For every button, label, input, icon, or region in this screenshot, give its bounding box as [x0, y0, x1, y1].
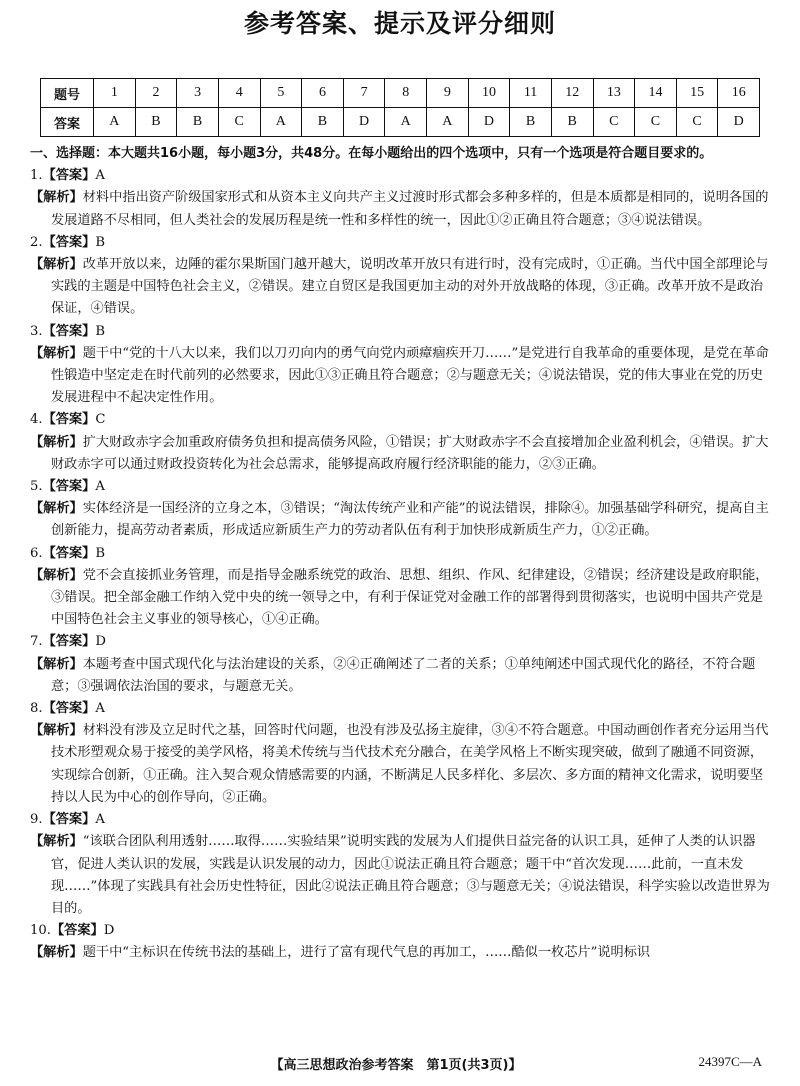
question-answer: B: [95, 545, 106, 561]
explanation-text: “该联合团队利用透射……取得……实验结果”说明实践的发展为人们提供日益完备的认识工具，延伸了人类的认识器官，促进人类认识的发展，实践是认识发展的动力，因此①说法正确且符合题意；题干中“首次发现……此前，一直未发现……”体现了实践具有社会历史性特征，因此②说法正确且符合题意；③与题意无关；④说法错误，科学实验以改造世界为目的。: [51, 834, 770, 916]
explanation-text: 材料没有涉及立足时代之基，回答时代问题，也没有涉及弘扬主旋律，③④不符合题意。中国动画创作者充分运用当代技术形塑观众易于接受的美学风格，将美术传统与当代技术充分融合，在美学风格上不断实现突破，做到了融通不同资源，实现综合创新，①正确。注入契合观众情感需要的内涵，不断满足人民多样化、多层次、多方面的精神文化需求，说明要坚持以人民为中心的创作导向，②正确。: [51, 723, 769, 805]
number-cell: 5: [260, 79, 302, 108]
answer-tag: 【答案】: [42, 479, 96, 495]
answer-tag: 【答案】: [42, 701, 96, 717]
explanation-tag: 【解析】: [30, 257, 83, 273]
question-explanation: [30, 942, 772, 964]
question-number: 7.: [30, 634, 43, 650]
question-answer-line: [30, 476, 772, 498]
question-number: 5.: [30, 479, 43, 495]
answer-cell: B: [510, 108, 552, 137]
explanation-tag: 【解析】: [30, 834, 83, 850]
explanation-text: 材料中指出资产阶级国家形式和从资本主义向共产主义过渡时形式都会多种多样的，但是本质都是相同的，说明各国的发展道路不尽相同，但人类社会的发展历程是统一性和多样性的统一，因此①②正确且符合题意；③④说法错误。: [51, 190, 769, 228]
question-explanation: [30, 720, 772, 809]
question-block: [30, 698, 772, 809]
question-block: [30, 543, 772, 632]
explanation-tag: 【解析】: [30, 945, 83, 961]
explanation-tag: 【解析】: [30, 501, 83, 517]
question-answer: C: [95, 412, 106, 428]
answer-tag: 【答案】: [42, 545, 96, 561]
number-cell: 13: [593, 79, 635, 108]
number-cell: 11: [510, 79, 552, 108]
question-number: 6.: [30, 545, 43, 561]
question-answer-line: [30, 165, 772, 187]
explanation-text: 改革开放以来，边陲的霍尔果斯国门越开越大，说明改革开放只有进行时，没有完成时，①正确。当代中国全部理论与实践的主题是中国特色社会主义，②错误。建立自贸区是我国更加主动的对外开放战略的体现，③正确。改革开放不是政治保证，④错误。: [51, 257, 769, 317]
answer-explanations: [30, 143, 772, 965]
answer-table: [40, 78, 760, 137]
number-row-label: 题号: [41, 79, 94, 108]
number-cell: 2: [135, 79, 177, 108]
number-cell: 15: [676, 79, 718, 108]
question-number: 10.: [30, 923, 51, 939]
explanation-text: 扩大财政赤字会加重政府债务负担和提高债务风险，①错误；扩大财政赤字不会直接增加企业盈利机会，④错误。扩大财政赤字可以通过财政投资转化为社会总需求，能够提高政府履行经济职能的能力，②③正确。: [51, 434, 769, 472]
question-answer-line: [30, 631, 772, 653]
answer-tag: 【答案】: [42, 634, 96, 650]
explanation-text: 题干中“主标识在传统书法的基础上，进行了富有现代气息的再加工，……酷似一枚芯片”说明标识: [82, 945, 651, 961]
question-explanation: [30, 498, 772, 542]
explanation-tag: 【解析】: [30, 190, 83, 206]
answer-tag: 【答案】: [42, 168, 96, 184]
question-block: [30, 165, 772, 232]
question-answer: B: [95, 234, 106, 250]
number-cell: 16: [718, 79, 760, 108]
question-block: [30, 631, 772, 698]
question-answer: A: [95, 479, 105, 495]
question-explanation: [30, 565, 772, 632]
footer-page-info: 【高三思想政治参考答案 第1页(共3页)】: [270, 1058, 522, 1073]
explanation-text: 题干中“党的十八大以来，我们以刀刃向内的勇气向党内顽瘴痼疾开刀……”是党进行自我革命的重要体现，是党在革命性锻造中坚定走在时代前列的必然要求，因此①③正确且符合题意；②与题意无关；④说法错误，党的伟大事业在党的历史发展进程中不起决定性作用。: [51, 345, 769, 406]
question-answer-line: [30, 698, 772, 720]
question-answer: A: [95, 168, 105, 184]
explanation-tag: 【解析】: [30, 434, 83, 450]
page-title: 参考答案、提示及评分细则: [243, 9, 556, 38]
question-answer-line: [30, 809, 772, 831]
number-cell: 4: [218, 79, 260, 108]
answer-cell: B: [177, 108, 219, 137]
question-number: 1.: [30, 168, 43, 184]
question-explanation: [30, 654, 772, 698]
answer-table-answer-row: [41, 108, 760, 137]
number-cell: 3: [177, 79, 219, 108]
number-cell: 12: [551, 79, 593, 108]
question-answer: B: [95, 323, 106, 339]
explanation-tag: 【解析】: [30, 656, 83, 672]
answer-cell: B: [302, 108, 344, 137]
question-explanation: [30, 343, 772, 410]
number-cell: 1: [94, 79, 136, 108]
question-block: [30, 476, 772, 543]
question-number: 8.: [30, 701, 43, 717]
question-explanation: [30, 432, 772, 476]
answer-tag: 【答案】: [42, 323, 96, 339]
number-cell: 9: [427, 79, 469, 108]
question-number: 9.: [30, 812, 43, 828]
answer-tag: 【答案】: [42, 412, 96, 428]
number-cell: 6: [302, 79, 344, 108]
answer-cell: C: [218, 108, 260, 137]
explanation-text: 党不会直接抓业务管理，而是指导金融系统党的政治、思想、组织、作风、纪律建设，②错误；经济建设是政府职能，③错误。把全部金融工作纳入党中央的统一领导之中，有利于保证党对金融工作的部署得到贯彻落实，也说明中国共产党是中国特色社会主义事业的领导核心，①④正确。: [51, 567, 769, 628]
explanation-text: 实体经济是一国经济的立身之本，③错误；“淘汰传统产业和产能”的说法错误，排除④。加强基础学科研究，提高自主创新能力，提高劳动者素质，形成适应新质生产力的劳动者队伍有利于加快形成新质生产力，①②正确。: [51, 501, 769, 539]
answer-cell: C: [593, 108, 635, 137]
question-number: 3.: [30, 323, 43, 339]
explanation-tag: 【解析】: [30, 723, 83, 739]
answer-cell: B: [135, 108, 177, 137]
answer-cell: D: [343, 108, 385, 137]
answer-row-label: 答案: [41, 108, 94, 137]
question-block: [30, 232, 772, 321]
question-explanation: [30, 187, 772, 231]
question-block: [30, 920, 772, 964]
footer-doc-code: 24397C—A: [698, 1054, 762, 1069]
question-number: 4.: [30, 412, 43, 428]
section-intro: 一、选择题：本大题共16小题，每小题3分，共48分。在每小题给出的四个选项中，只有一个选项是符合题目要求的。: [30, 146, 713, 161]
answer-tag: 【答案】: [42, 234, 96, 250]
number-cell: 14: [635, 79, 677, 108]
question-answer-line: [30, 232, 772, 254]
explanation-text: 本题考查中国式现代化与法治建设的关系，②④正确阐述了二者的关系；①单纯阐述中国式现代化的路径，不符合题意；③强调依法治国的要求，与题意无关。: [51, 656, 756, 694]
answer-cell: A: [260, 108, 302, 137]
question-block: [30, 809, 772, 920]
answer-tag: 【答案】: [42, 812, 96, 828]
question-explanation: [30, 254, 772, 321]
question-answer-line: [30, 920, 772, 942]
question-block: [30, 321, 772, 410]
question-answer: A: [95, 701, 105, 717]
question-block: [30, 409, 772, 476]
question-answer-line: [30, 409, 772, 431]
answer-cell: A: [427, 108, 469, 137]
question-answer: D: [95, 634, 106, 650]
page-footer: [30, 1054, 762, 1076]
answer-cell: C: [676, 108, 718, 137]
number-cell: 7: [343, 79, 385, 108]
question-answer-line: [30, 543, 772, 565]
answer-table-number-row: [41, 79, 760, 108]
explanation-tag: 【解析】: [30, 345, 83, 361]
number-cell: 8: [385, 79, 427, 108]
question-answer-line: [30, 321, 772, 343]
number-cell: 10: [468, 79, 510, 108]
question-number: 2.: [30, 234, 43, 250]
answer-cell: C: [635, 108, 677, 137]
explanation-tag: 【解析】: [30, 567, 83, 583]
answer-cell: B: [551, 108, 593, 137]
answer-cell: A: [94, 108, 136, 137]
answer-tag: 【答案】: [50, 923, 104, 939]
question-answer: A: [95, 812, 105, 828]
answer-cell: D: [718, 108, 760, 137]
answer-cell: A: [385, 108, 427, 137]
answer-cell: D: [468, 108, 510, 137]
question-answer: D: [103, 923, 115, 939]
question-explanation: [30, 831, 772, 920]
